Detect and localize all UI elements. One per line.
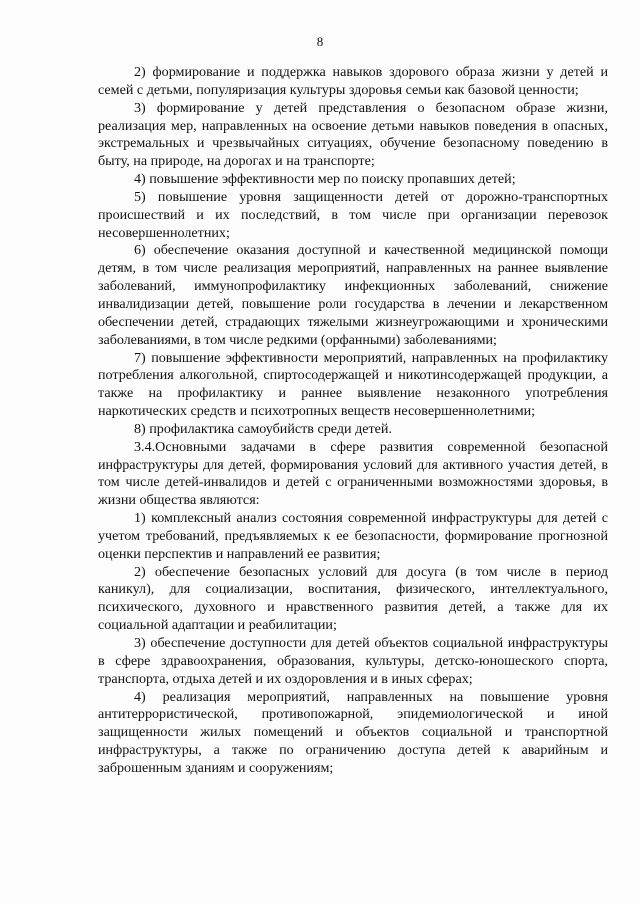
paragraph-item-8: 8) профилактика самоубийств среди детей. bbox=[134, 420, 392, 437]
paragraph-item-3: 3) формирование у детей представления о безопасном образе жизни, реализация мер, направленных на освоение детьми навыков поведения в опасных, экстремальных и чрезвычайных ситуациях, обучение безопасному поведению в быту, на природе, на дорогах и на транспорте; bbox=[98, 99, 608, 170]
task-item-4: 4) реализация мероприятий, направленных на повышение уровня антитеррористической, противопожарной, эпидемиологической и иной защищенности жилых помещений и объектов социальной и транспортной инфраструктуры, а также по ограничению доступа детей к аварийным и заброшенным зданиям и сооружениям; bbox=[98, 688, 608, 776]
paragraph-item-5: 5) повышение уровня защищенности детей от дорожно-транспортных происшествий и их последствий, в том числе при организации перевозок несовершеннолетних; bbox=[98, 188, 608, 241]
paragraph-item-6: 6) обеспечение оказания доступной и качественной медицинской помощи детям, в том числе реализация мероприятий, направленных на раннее выявление заболеваний, иммунопрофилактику инфекционных заболеваний, снижение инвалидизации детей, повышение роли государства в лечении и лекарственном обеспечении детей, страдающих тяжелыми жизнеугрожающими и хроническими заболеваниями, в том числе редкими (орфанными) заболеваниями; bbox=[98, 242, 608, 348]
section-3-4-intro: 3.4.Основными задачами в сфере развития современной безопасной инфраструктуры для детей, формирования условий для активного участия детей, в том числе детей-инвалидов и детей с ограниченными возможностями здоровья, в жизни общества являются: bbox=[98, 438, 608, 509]
task-item-3: 3) обеспечение доступности для детей объектов социальной инфраструктуры в сфере здравоохранения, образования, культуры, детско-юношеского спорта, транспорта, отдыха детей и их оздоровления и в иных сферах; bbox=[98, 635, 608, 687]
task-item-2: 2) обеспечение безопасных условий для досуга (в том числе в период каникул), для социализации, воспитания, физического, интеллектуального, психического, духовного и нравственного развития детей, а также для их социальной адаптации и реабилитации; bbox=[98, 563, 608, 634]
document-body bbox=[98, 64, 608, 778]
paragraph-item-2: 2) формирование и поддержка навыков здорового образа жизни у детей и семей с детьми, популяризация культуры здоровья семьи как базовой ценности; bbox=[98, 64, 608, 98]
paragraph-item-7: 7) повышение эффективности мероприятий, направленных на профилактику потребления алкогольной, спиртосодержащей и никотинсодержащей продукции, а также на профилактику и раннее выявление незаконного употребления наркотических средств и психотропных веществ несовершеннолетними; bbox=[98, 349, 608, 420]
task-item-1: 1) комплексный анализ состояния современной инфраструктуры для детей с учетом требований, предъявляемых к ее безопасности, формирование прогнозной оценки перспектив и направлений ее развития; bbox=[98, 510, 608, 562]
page-number: 8 bbox=[316, 34, 324, 49]
paragraph-item-4: 4) повышение эффективности мер по поиску пропавших детей; bbox=[134, 171, 516, 188]
